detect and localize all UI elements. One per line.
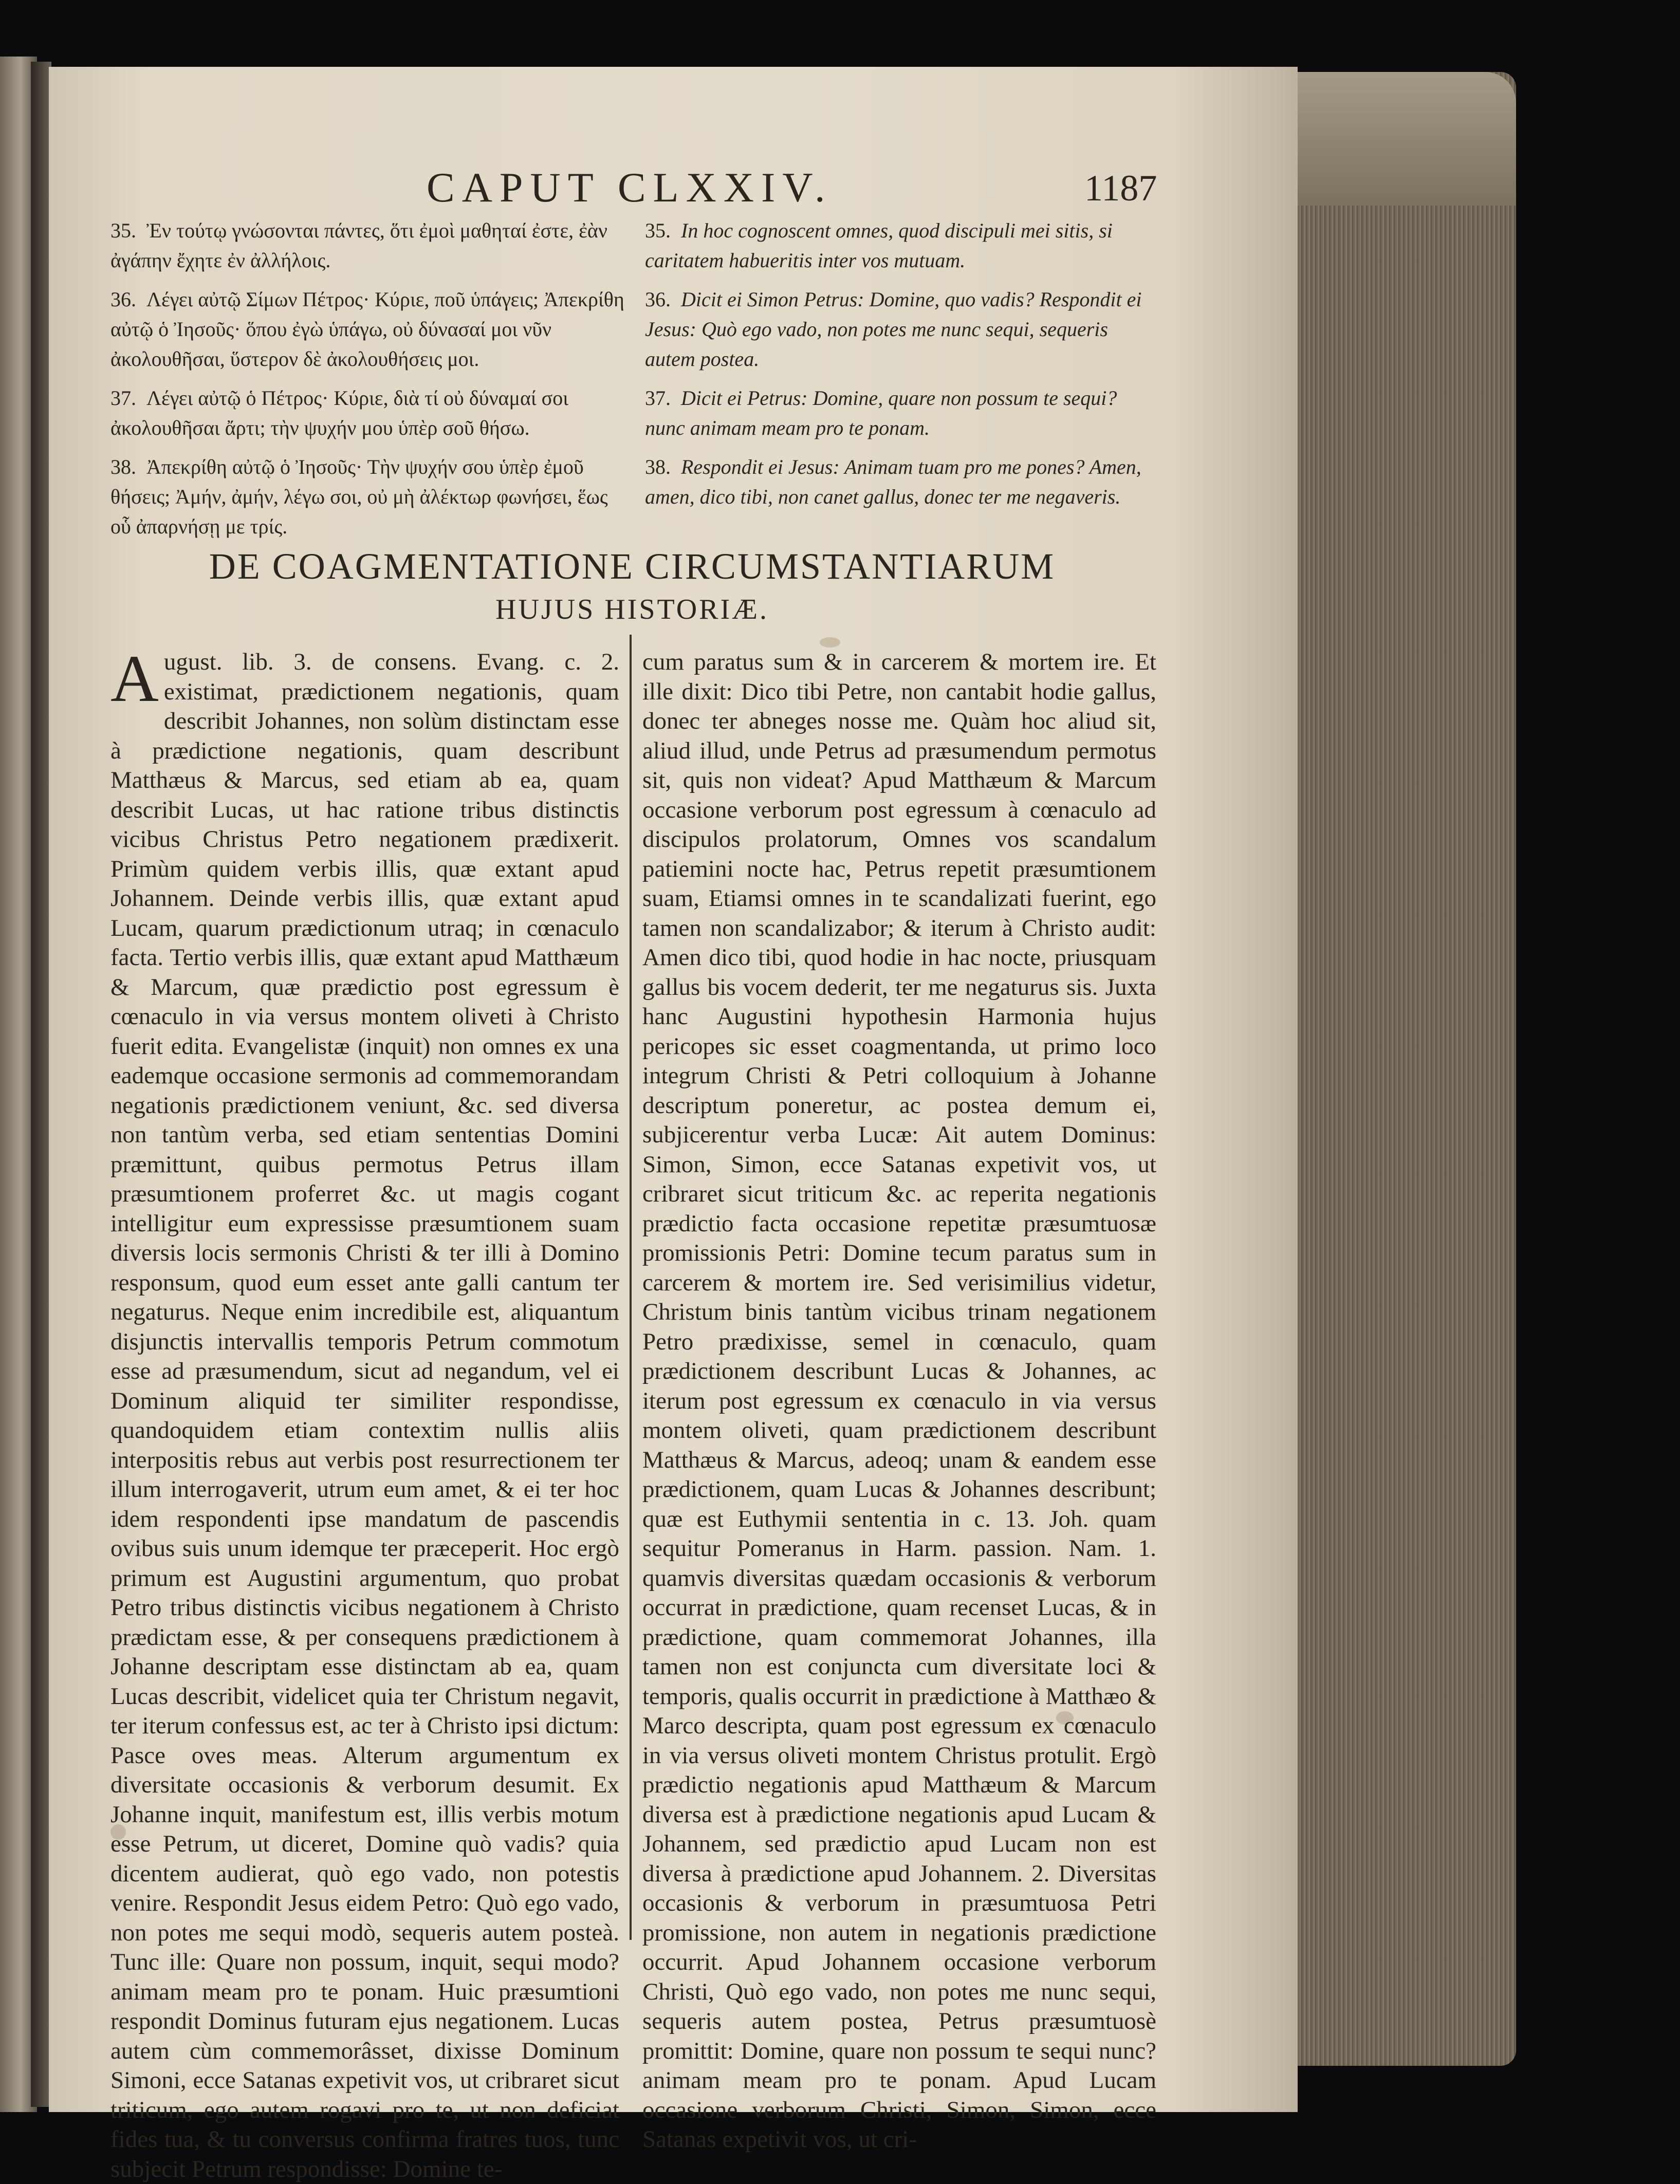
verse-text: Respondit ei Jesus: Animam tuam pro me pones? Amen, amen, dico tibi, non canet gallus, donec ter me negaveris. xyxy=(645,455,1141,508)
verse-number: 35. xyxy=(645,219,671,242)
commentary-right-column xyxy=(642,647,1156,2155)
greek-verse xyxy=(110,383,630,443)
running-head: CAPUT CLXXIV. xyxy=(427,164,833,211)
latin-verse xyxy=(645,383,1159,443)
page-number: 1187 xyxy=(1084,168,1157,209)
section-subtitle: HUJUS HISTORIÆ. xyxy=(495,594,769,625)
verse-text: In hoc cognoscent omnes, quod discipuli mei sitis, si caritatem habueritis inter vos mutuam. xyxy=(645,219,1113,272)
latin-verse xyxy=(645,285,1159,374)
verse-text: Ἐν τούτῳ γνώσονται πάντες, ὅτι ἐμοὶ μαθηταί ἐστε, ἐὰν ἀγάπην ἔχητε ἐν ἀλλήλοις. xyxy=(110,219,607,272)
greek-verse xyxy=(110,285,630,374)
verse-text: Ἀπεκρίθη αὐτῷ ὁ Ἰησοῦς· Τὴν ψυχήν σου ὑπὲρ ἐμοῦ θήσεις; Ἀμήν, ἀμήν, λέγω σοι, οὐ μὴ ἀλέκτωρ φωνήσει, ἕως οὗ ἀπαρνήσῃ με τρίς. xyxy=(110,455,608,538)
commentary-left-column xyxy=(110,642,619,2184)
verse-number: 38. xyxy=(110,455,136,478)
section-title: DE COAGMENTATIONE CIRCUMSTANTIARUM xyxy=(209,546,1056,587)
verse-text: Dicit ei Petrus: Domine, quare non possum te sequi? nunc animam meam pro te ponam. xyxy=(645,386,1117,439)
verse-number: 35. xyxy=(110,219,136,242)
section-heading xyxy=(108,545,1156,631)
commentary-text: ugust. lib. 3. de consens. Evang. c. 2. existimat, prædictionem negationis, quam describit Johannes, non solùm distinctam esse à prædictione negationis, quam describunt Matthæus & Marcus, sed etiam ab ea, quam describit Lucas, ut hac ratione tribus distinctis vicibus Christus Petro negationem prædixerit. Primùm quidem verbis illis, quæ extant apud Johannem. Deinde verbis illis, quæ extant apud Lucam, quarum prædictionum utraq; in cœnaculo facta. Tertio verbis illis, quæ extant apud Matthæum & Marcum, quæ prædictio post egressum è cœnaculo in via versus montem oliveti à Christo fuerit edita. Evangelistæ (inquit) non omnes ex una eademque occasione sermonis ad commemorandam negationis prædictionem veniunt, &c. sed diversa non tantùm verba, sed etiam sententias Domini præmittunt, quibus permotus Petrus illam præsumtionem proferret &c. ut magis cogant intelligitur eum expressisse præsumtionem suam diversis locis sermonis Christi & ter illi à Domino responsum, quod eum esset ante galli cantum ter negaturus. Neque enim incredibile est, aliquantum disjunctis intervallis temporis Petrum commotum esse ad præsumendum, sicut ad negandum, vel ei Dominum aliquid ter similiter respondisse, quandoquidem etiam contextim nullis aliis interpositis rebus aut verbis post resurrectionem ter illum interrogaverit, utrum eum amet, & ei ter hoc idem respondenti ipse mandatum de pascendis ovibus suis unum idemque ter præceperit. Hoc ergò primum est Augustini argumentum, quo probat Petro tribus distinctis vicibus negationem à Christo prædictam esse, & per consequens prædictionem à Johanne descriptam esse distinctam ab ea, quam Lucas describit, videlicet quia ter Christum negavit, ter iterum confessus est, ac ter à Christo ipsi dictum: Pasce oves meas. Alterum argumentum ex diversitate occasionis & verborum desumit. Ex Johanne inquit, manifestum est, illis verbis motum esse Petrum, ut diceret, Domine quò vadis? quia dicentem audierat, quò ego vado, non potestis venire. Respondit Jesus eidem Petro: Quò ego vado, non potes me sequi modò, sequeris autem posteà. Tunc ille: Quare non possum, inquit, sequi modo? animam meam pro te ponam. Huic præsumtioni respondit Dominus futuram ejus negationem. Lucas autem cùm commemorâsset, dixisse Dominum Simoni, ecce Satanas expetivit vos, ut cribraret sicut triticum, ego autem rogavi pro te, ut non deficiat fides tua, & tu conversus confirma fratres tuos, tunc subjecit Petrum respondisse: Domine te- xyxy=(110,649,619,2182)
drop-cap: A xyxy=(110,642,159,716)
verse-number: 36. xyxy=(110,288,136,311)
greek-column xyxy=(110,216,630,551)
verse-text: Dicit ei Simon Petrus: Domine, quo vadis? Respondit ei Jesus: Quò ego vado, non potes me nunc sequi, sequeris autem postea. xyxy=(645,288,1142,371)
verse-text: Λέγει αὐτῷ Σίμων Πέτρος· Κύριε, ποῦ ὑπάγεις; Ἀπεκρίθη αὐτῷ ὁ Ἰησοῦς· ὅπου ἐγὼ ὑπάγω, οὐ δύνασαί μοι νῦν ἀκολουθῆσαι, ὕστερον δὲ ἀκολουθήσεις μοι. xyxy=(110,288,624,371)
verse-text: Λέγει αὐτῷ ὁ Πέτρος· Κύριε, διὰ τί οὐ δύναμαί σοι ἀκολουθῆσαι ἄρτι; τὴν ψυχήν μου ὑπὲρ σοῦ θήσω. xyxy=(110,386,568,439)
latin-verse xyxy=(645,452,1159,512)
greek-verse xyxy=(110,452,630,542)
verse-number: 37. xyxy=(645,386,671,410)
verse-number: 36. xyxy=(645,288,671,311)
verse-number: 38. xyxy=(645,455,671,478)
verse-number: 37. xyxy=(110,386,136,410)
latin-verse xyxy=(645,216,1159,275)
column-divider xyxy=(630,635,632,1940)
latin-column xyxy=(645,216,1159,521)
greek-verse xyxy=(110,216,630,275)
commentary-text: cum paratus sum & in carcerem & mortem ire. Et ille dixit: Dico tibi Petre, non cantabit hodie gallus, donec ter abneges nosse me. Quàm hoc aliud sit, aliud illud, unde Petrus ad præsumendum permotus sit, quis non videat? Apud Matthæum & Marcum occasione verborum post egressum à cœnaculo ad discipulos prolatorum, Omnes vos scandalum patiemini nocte hac, Petrus repetit præsumtionem suam, Etiamsi omnes in te scandalizati fuerint, ego tamen non scandalizabor; & iterum à Christo audit: Amen dico tibi, quod hodie in hac nocte, priusquam gallus bis vocem dederit, ter me negaturus sis. Juxta hanc Augustini hypothesin Harmonia hujus pericopes sic esset coagmentanda, ut primo loco integrum Christi & Petri colloquium à Johanne descriptum poneretur, ac postea demum ei, subjicerentur verba Lucæ: Ait autem Dominus: Simon, Simon, ecce Satanas expetivit vos, ut cribraret sicut triticum &c. ac reperita negationis prædictio facta occasione repetitæ præsumtuosæ promissionis Petri: Domine tecum paratus sum in carcerem & mortem ire. Sed verisimilius videtur, Christum binis tantùm vicibus trinam negationem Petro prædixisse, semel in cœnaculo, quam prædictionem describunt Lucas & Johannes, ac iterum post egressum ex cœnaculo in via versus montem oliveti, quam prædictionem describunt Matthæus & Marcus, adeoq; unam & eandem esse prædictionem, quam Lucas & Johannes describunt; quæ est Euthymii sententia in c. 13. Joh. quam sequitur Pomeranus in Harm. passion. Nam. 1. quamvis diversitas quædam occasionis & verborum occurrat in prædictione, quam recenset Lucas, & in prædictione, quam commemorat Johannes, illa tamen non est conjuncta cum diversitate loci & temporis, qualis occurrit in prædictione à Matthæo & Marco descripta, quam post egressum ex cœnaculo in via versus oliveti montem Christus protulit. Ergò prædictio negationis apud Matthæum & Marcum diversa est à prædictione negationis apud Lucam & Johannem, sed prædictio apud Lucam non est diversa à prædictione apud Johannem. 2. Diversitas occasionis & verborum in præsumtuosa Petri promissione, non autem in negationis prædictione occurrit. Apud Johannem occasione verborum Christi, Quò ego vado, non potes me nunc sequi, sequeris autem postea, Petrus præsumtuosè promittit: Domine, quare non possum te sequi nunc? animam meam pro te ponam. Apud Lucam occasione verborum Christi, Simon, Simon, ecce Satanas expetivit vos, ut cri- xyxy=(642,649,1156,2153)
